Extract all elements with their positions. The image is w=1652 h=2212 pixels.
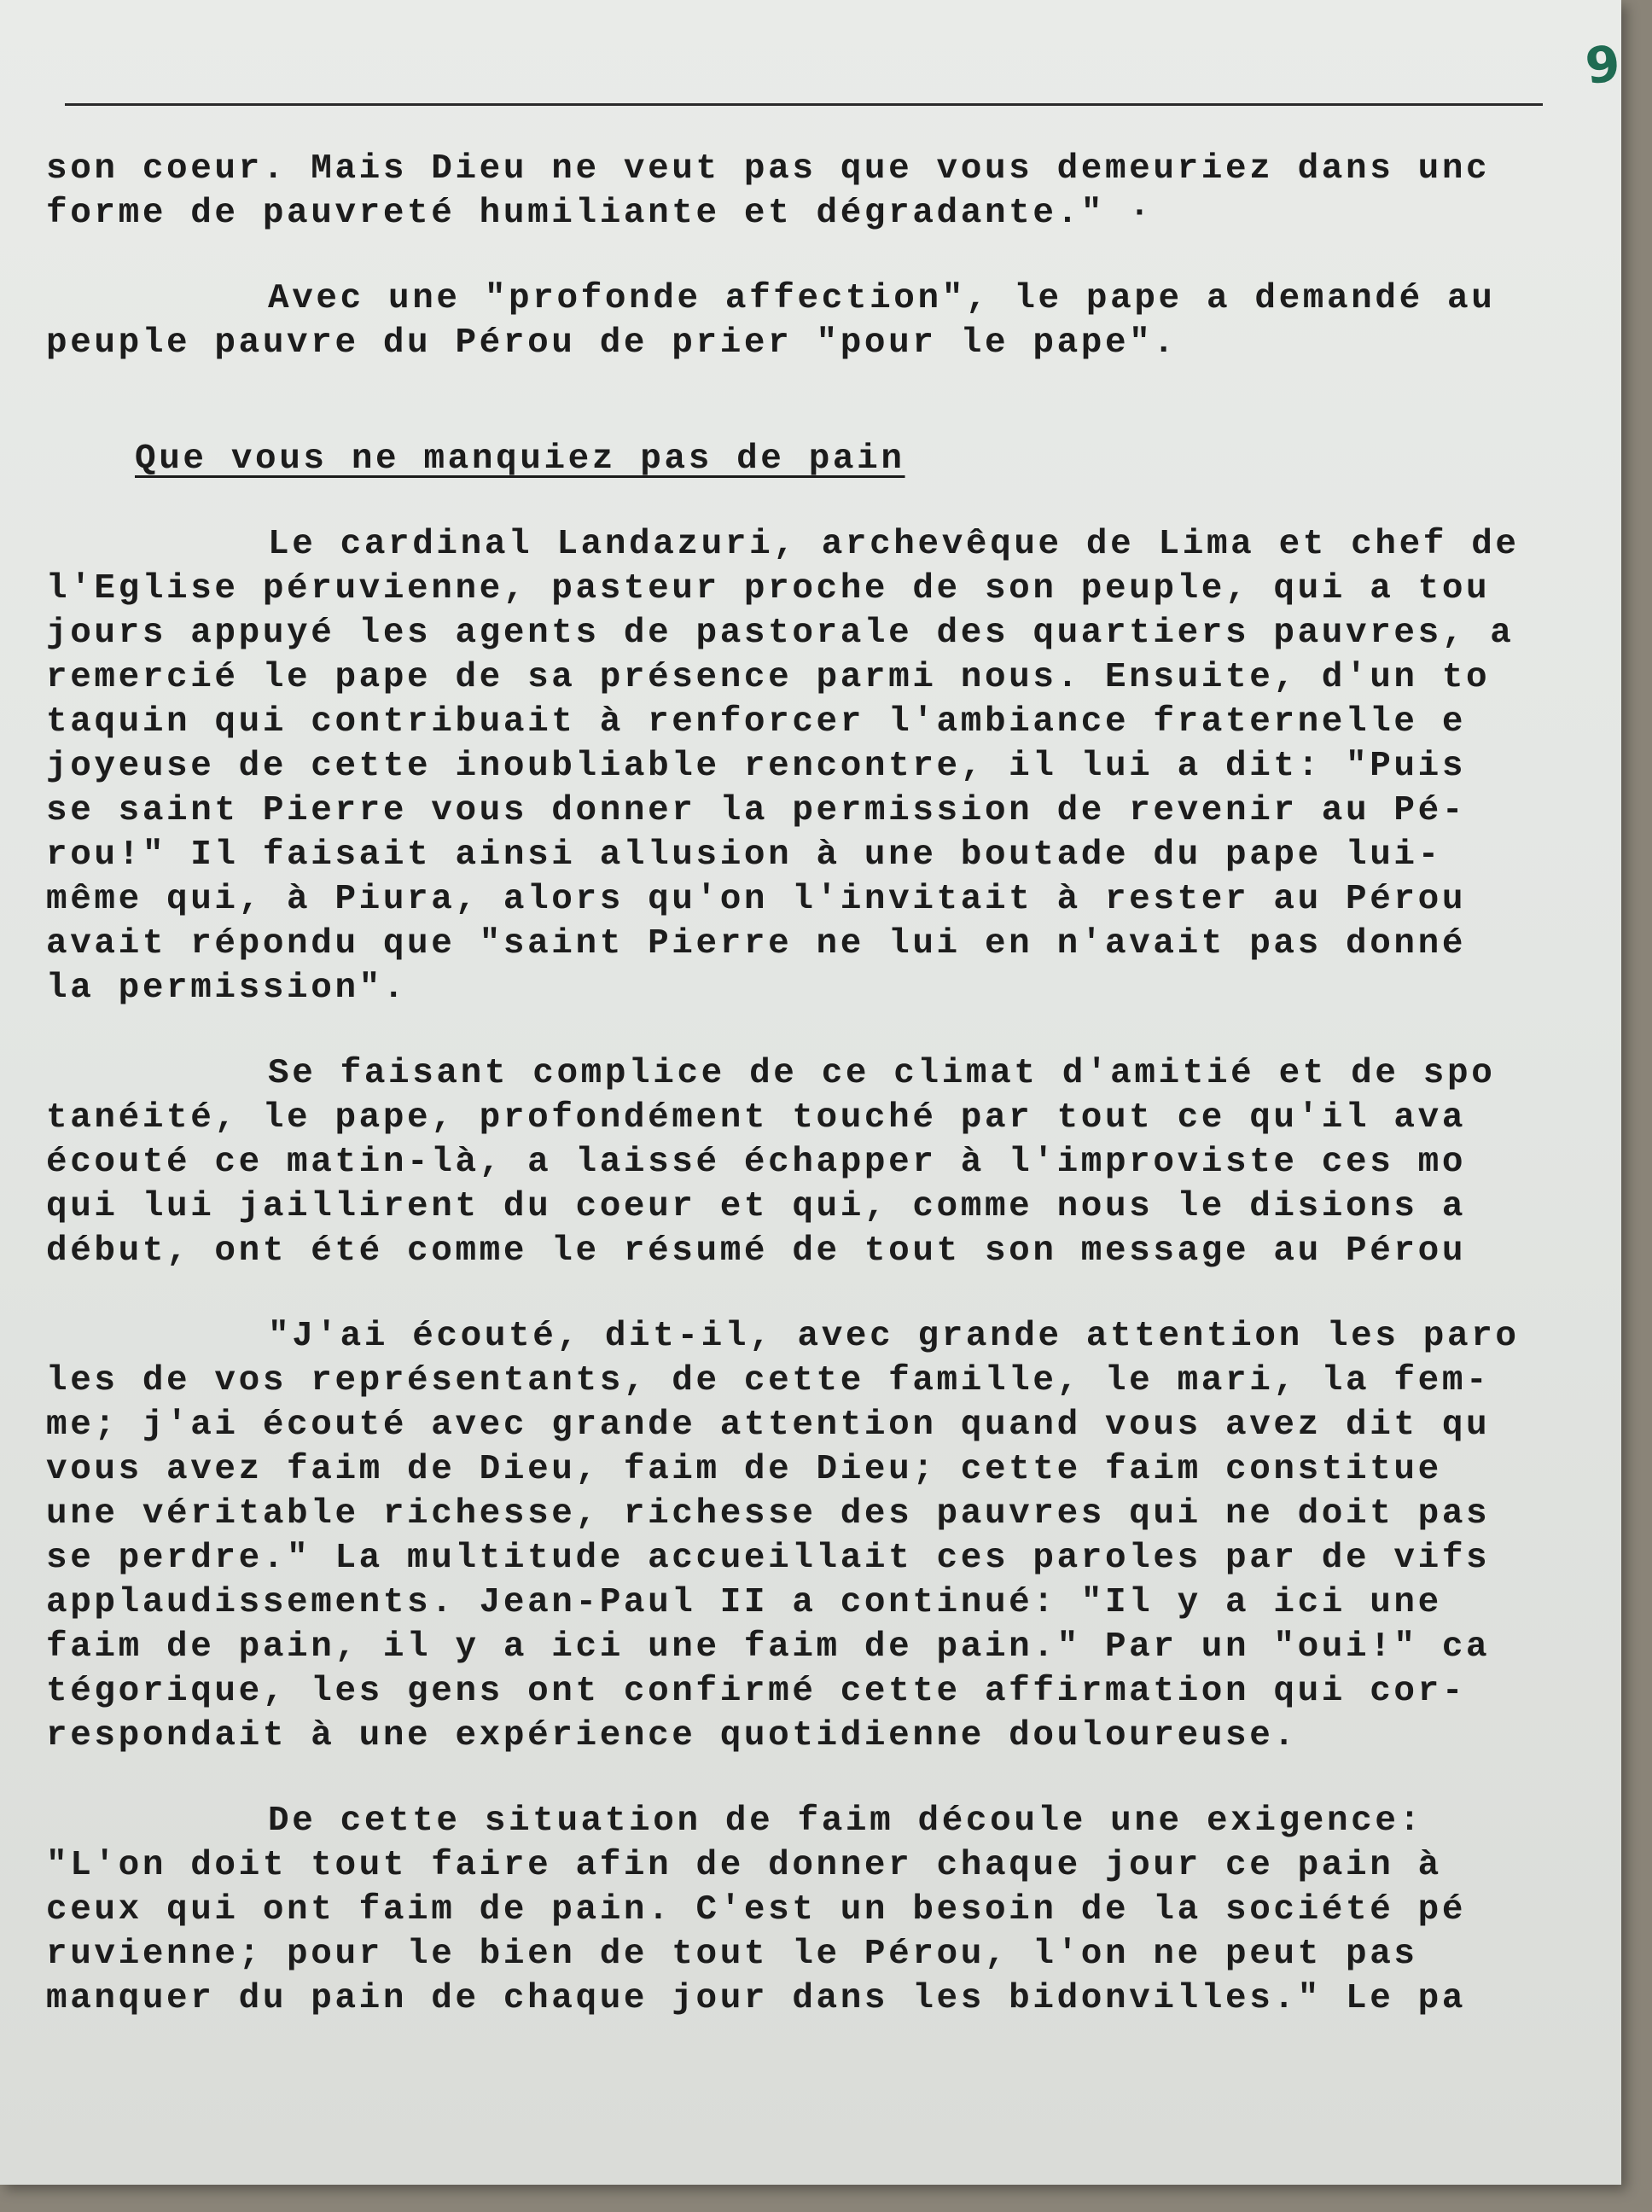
text-line: faim de pain, il y a ici une faim de pain." Par un "oui!" ca bbox=[46, 1627, 1491, 1667]
text-line: applaudissements. Jean-Paul II a continué: "Il y a ici une bbox=[46, 1583, 1442, 1622]
text-line: début, ont été comme le résumé de tout son message au Pérou bbox=[46, 1231, 1467, 1271]
text-line: remercié le pape de sa présence parmi nous. Ensuite, d'un to bbox=[46, 658, 1491, 697]
text-line: même qui, à Piura, alors qu'on l'invitait à rester au Pérou bbox=[46, 880, 1467, 919]
paragraph-3 bbox=[46, 522, 1608, 1010]
text-line: qui lui jaillirent du coeur et qui, comme nous le disions a bbox=[46, 1187, 1467, 1226]
text-line: une véritable richesse, richesse des pauvres qui ne doit pas bbox=[46, 1494, 1491, 1534]
text-line: écouté ce matin-là, a laissé échapper à l'improviste ces mo bbox=[46, 1143, 1467, 1182]
paragraph-2 bbox=[46, 276, 1608, 365]
text-line: tanéité, le pape, profondément touché par tout ce qu'il ava bbox=[46, 1098, 1467, 1138]
paragraph-6 bbox=[46, 1799, 1608, 2021]
text-line: De cette situation de faim découle une exigence: bbox=[268, 1802, 1423, 1841]
text-line: manquer du pain de chaque jour dans les bidonvilles." Le pa bbox=[46, 1979, 1467, 2018]
page-number: 9 bbox=[1582, 34, 1623, 96]
text-line: les de vos représentants, de cette famille, le mari, la fem- bbox=[46, 1361, 1491, 1400]
text-line: jours appuyé les agents de pastorale des quartiers pauvres, a bbox=[46, 614, 1515, 653]
text-line: Avec une "profonde affection", le pape a demandé au bbox=[268, 279, 1496, 318]
text-line: se saint Pierre vous donner la permission de revenir au Pé- bbox=[46, 791, 1467, 830]
text-line: la permission". bbox=[46, 969, 408, 1008]
paragraph-5 bbox=[46, 1314, 1608, 1758]
text-line: ceux qui ont faim de pain. C'est un besoin de la société pé bbox=[46, 1890, 1467, 1930]
text-line: joyeuse de cette inoubliable rencontre, il lui a dit: "Puis bbox=[46, 747, 1467, 786]
text-line: forme de pauvreté humiliante et dégradante." · bbox=[46, 194, 1154, 233]
text-line: rou!" Il faisait ainsi allusion à une boutade du pape lui- bbox=[46, 835, 1442, 875]
text-line: ruvienne; pour le bien de tout le Pérou, l'on ne peut pas bbox=[46, 1935, 1418, 1974]
paragraph-4 bbox=[46, 1051, 1608, 1273]
text-line: tégorique, les gens ont confirmé cette affirmation qui cor- bbox=[46, 1672, 1467, 1711]
text-line: respondait à une expérience quotidienne douloureuse. bbox=[46, 1716, 1298, 1755]
section-heading: Que vous ne manquiez pas de pain bbox=[135, 439, 905, 479]
text-line: son coeur. Mais Dieu ne veut pas que vous demeuriez dans unc bbox=[46, 149, 1491, 189]
text-line: "J'ai écouté, dit-il, avec grande attention les paro bbox=[268, 1317, 1520, 1356]
text-line: vous avez faim de Dieu, faim de Dieu; cette faim constitue bbox=[46, 1450, 1442, 1489]
text-line: Se faisant complice de ce climat d'amitié et de spo bbox=[268, 1054, 1496, 1093]
text-body bbox=[46, 147, 1608, 2110]
text-line: avait répondu que "saint Pierre ne lui en n'avait pas donné bbox=[46, 924, 1467, 963]
text-line: peuple pauvre du Pérou de prier "pour le pape". bbox=[46, 323, 1178, 363]
text-line: taquin qui contribuait à renforcer l'ambiance fraternelle e bbox=[46, 702, 1467, 742]
text-line: l'Eglise péruvienne, pasteur proche de son peuple, qui a tou bbox=[46, 569, 1491, 608]
text-line: se perdre." La multitude accueillait ces paroles par de vifs bbox=[46, 1539, 1491, 1578]
paragraph-1 bbox=[46, 147, 1608, 236]
text-line: Le cardinal Landazuri, archevêque de Lima et chef de bbox=[268, 525, 1520, 564]
text-line: me; j'ai écouté avec grande attention quand vous avez dit qu bbox=[46, 1406, 1491, 1445]
header-rule bbox=[65, 103, 1543, 106]
text-line: "L'on doit tout faire afin de donner chaque jour ce pain à bbox=[46, 1846, 1442, 1885]
